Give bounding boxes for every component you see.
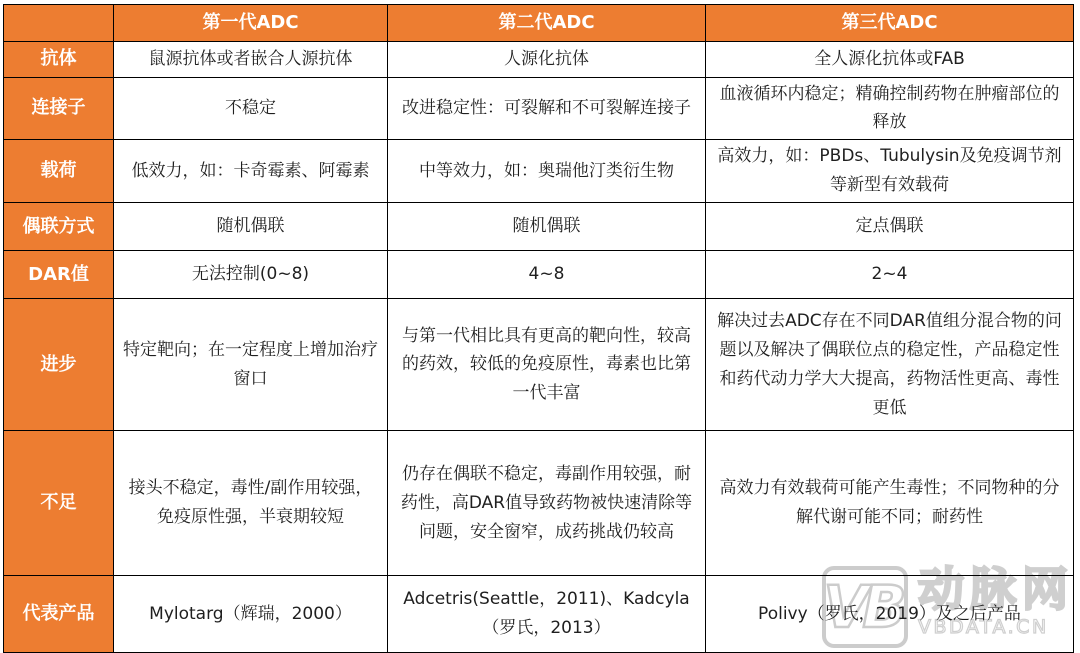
- header-corner-cell: [4, 5, 114, 42]
- row-label-progress: 进步: [4, 299, 114, 431]
- table-row-progress: [4, 299, 1074, 431]
- cell-dar-gen1: 无法控制(0~8): [114, 251, 388, 299]
- cell-progress-gen2: 与第一代相比具有更高的靶向性，较高的药效，较低的免疫原性，毒素也比第一代丰富: [388, 299, 706, 431]
- cell-antibody-gen3: 全人源化抗体或FAB: [706, 42, 1074, 78]
- row-label-linker: 连接子: [4, 77, 114, 140]
- cell-products-gen2: Adcetris(Seattle，2011)、Kadcyla（罗氏，2013）: [388, 576, 706, 653]
- cell-antibody-gen1: 鼠源抗体或者嵌合人源抗体: [114, 42, 388, 78]
- table-header-row: [4, 5, 1074, 42]
- table-row-antibody: [4, 42, 1074, 78]
- cell-antibody-gen2: 人源化抗体: [388, 42, 706, 78]
- row-label-products: 代表产品: [4, 576, 114, 653]
- header-gen3: 第三代ADC: [706, 5, 1074, 42]
- cell-shortcomings-gen2: 仍存在偶联不稳定，毒副作用较强，耐药性，高DAR值导致药物被快速清除等问题，安全窗窄，成药挑战仍较高: [388, 431, 706, 576]
- table-row-conjugation: [4, 203, 1074, 251]
- cell-shortcomings-gen3: 高效力有效载荷可能产生毒性；不同物种的分解代谢可能不同；耐药性: [706, 431, 1074, 576]
- cell-linker-gen1: 不稳定: [114, 77, 388, 140]
- table-row-dar: [4, 251, 1074, 299]
- row-label-payload: 载荷: [4, 140, 114, 203]
- vbdata-logo-monogram: VB: [823, 573, 901, 641]
- cell-linker-gen3: 血液循环内稳定；精确控制药物在肿瘤部位的释放: [706, 77, 1074, 140]
- row-label-dar: DAR值: [4, 251, 114, 299]
- row-label-shortcomings: 不足: [4, 431, 114, 576]
- table-row-products: [4, 576, 1074, 653]
- cell-dar-gen3: 2~4: [706, 251, 1074, 299]
- vbdata-url: VBDATA.CN: [918, 616, 1049, 638]
- cell-linker-gen2: 改进稳定性：可裂解和不可裂解连接子: [388, 77, 706, 140]
- cell-products-gen1: Mylotarg（辉瑞，2000）: [114, 576, 388, 653]
- cell-payload-gen2: 中等效力，如：奥瑞他汀类衍生物: [388, 140, 706, 203]
- cell-payload-gen3: 高效力，如：PBDs、Tubulysin及免疫调节剂等新型有效载荷: [706, 140, 1074, 203]
- table-row-linker: [4, 77, 1074, 140]
- cell-conjugation-gen3: 定点偶联: [706, 203, 1074, 251]
- cell-progress-gen1: 特定靶向；在一定程度上增加治疗窗口: [114, 299, 388, 431]
- table-row-payload: [4, 140, 1074, 203]
- cell-conjugation-gen1: 随机偶联: [114, 203, 388, 251]
- row-label-antibody: 抗体: [4, 42, 114, 78]
- header-gen1: 第一代ADC: [114, 5, 388, 42]
- adc-comparison-table: [3, 4, 1074, 653]
- vbdata-brand-name: 动脉网: [918, 562, 1074, 616]
- table-row-shortcomings: [4, 431, 1074, 576]
- cell-products-gen3: Polivy（罗氏，2019）及之后产品: [706, 576, 1074, 653]
- cell-conjugation-gen2: 随机偶联: [388, 203, 706, 251]
- cell-progress-gen3: 解决过去ADC存在不同DAR值组分混合物的问题以及解决了偶联位点的稳定性，产品稳定性和药代动力学大大提高，药物活性更高、毒性更低: [706, 299, 1074, 431]
- cell-payload-gen1: 低效力，如：卡奇霉素、阿霉素: [114, 140, 388, 203]
- cell-dar-gen2: 4~8: [388, 251, 706, 299]
- header-gen2: 第二代ADC: [388, 5, 706, 42]
- cell-shortcomings-gen1: 接头不稳定，毒性/副作用较强，免疫原性强，半衰期较短: [114, 431, 388, 576]
- row-label-conjugation: 偶联方式: [4, 203, 114, 251]
